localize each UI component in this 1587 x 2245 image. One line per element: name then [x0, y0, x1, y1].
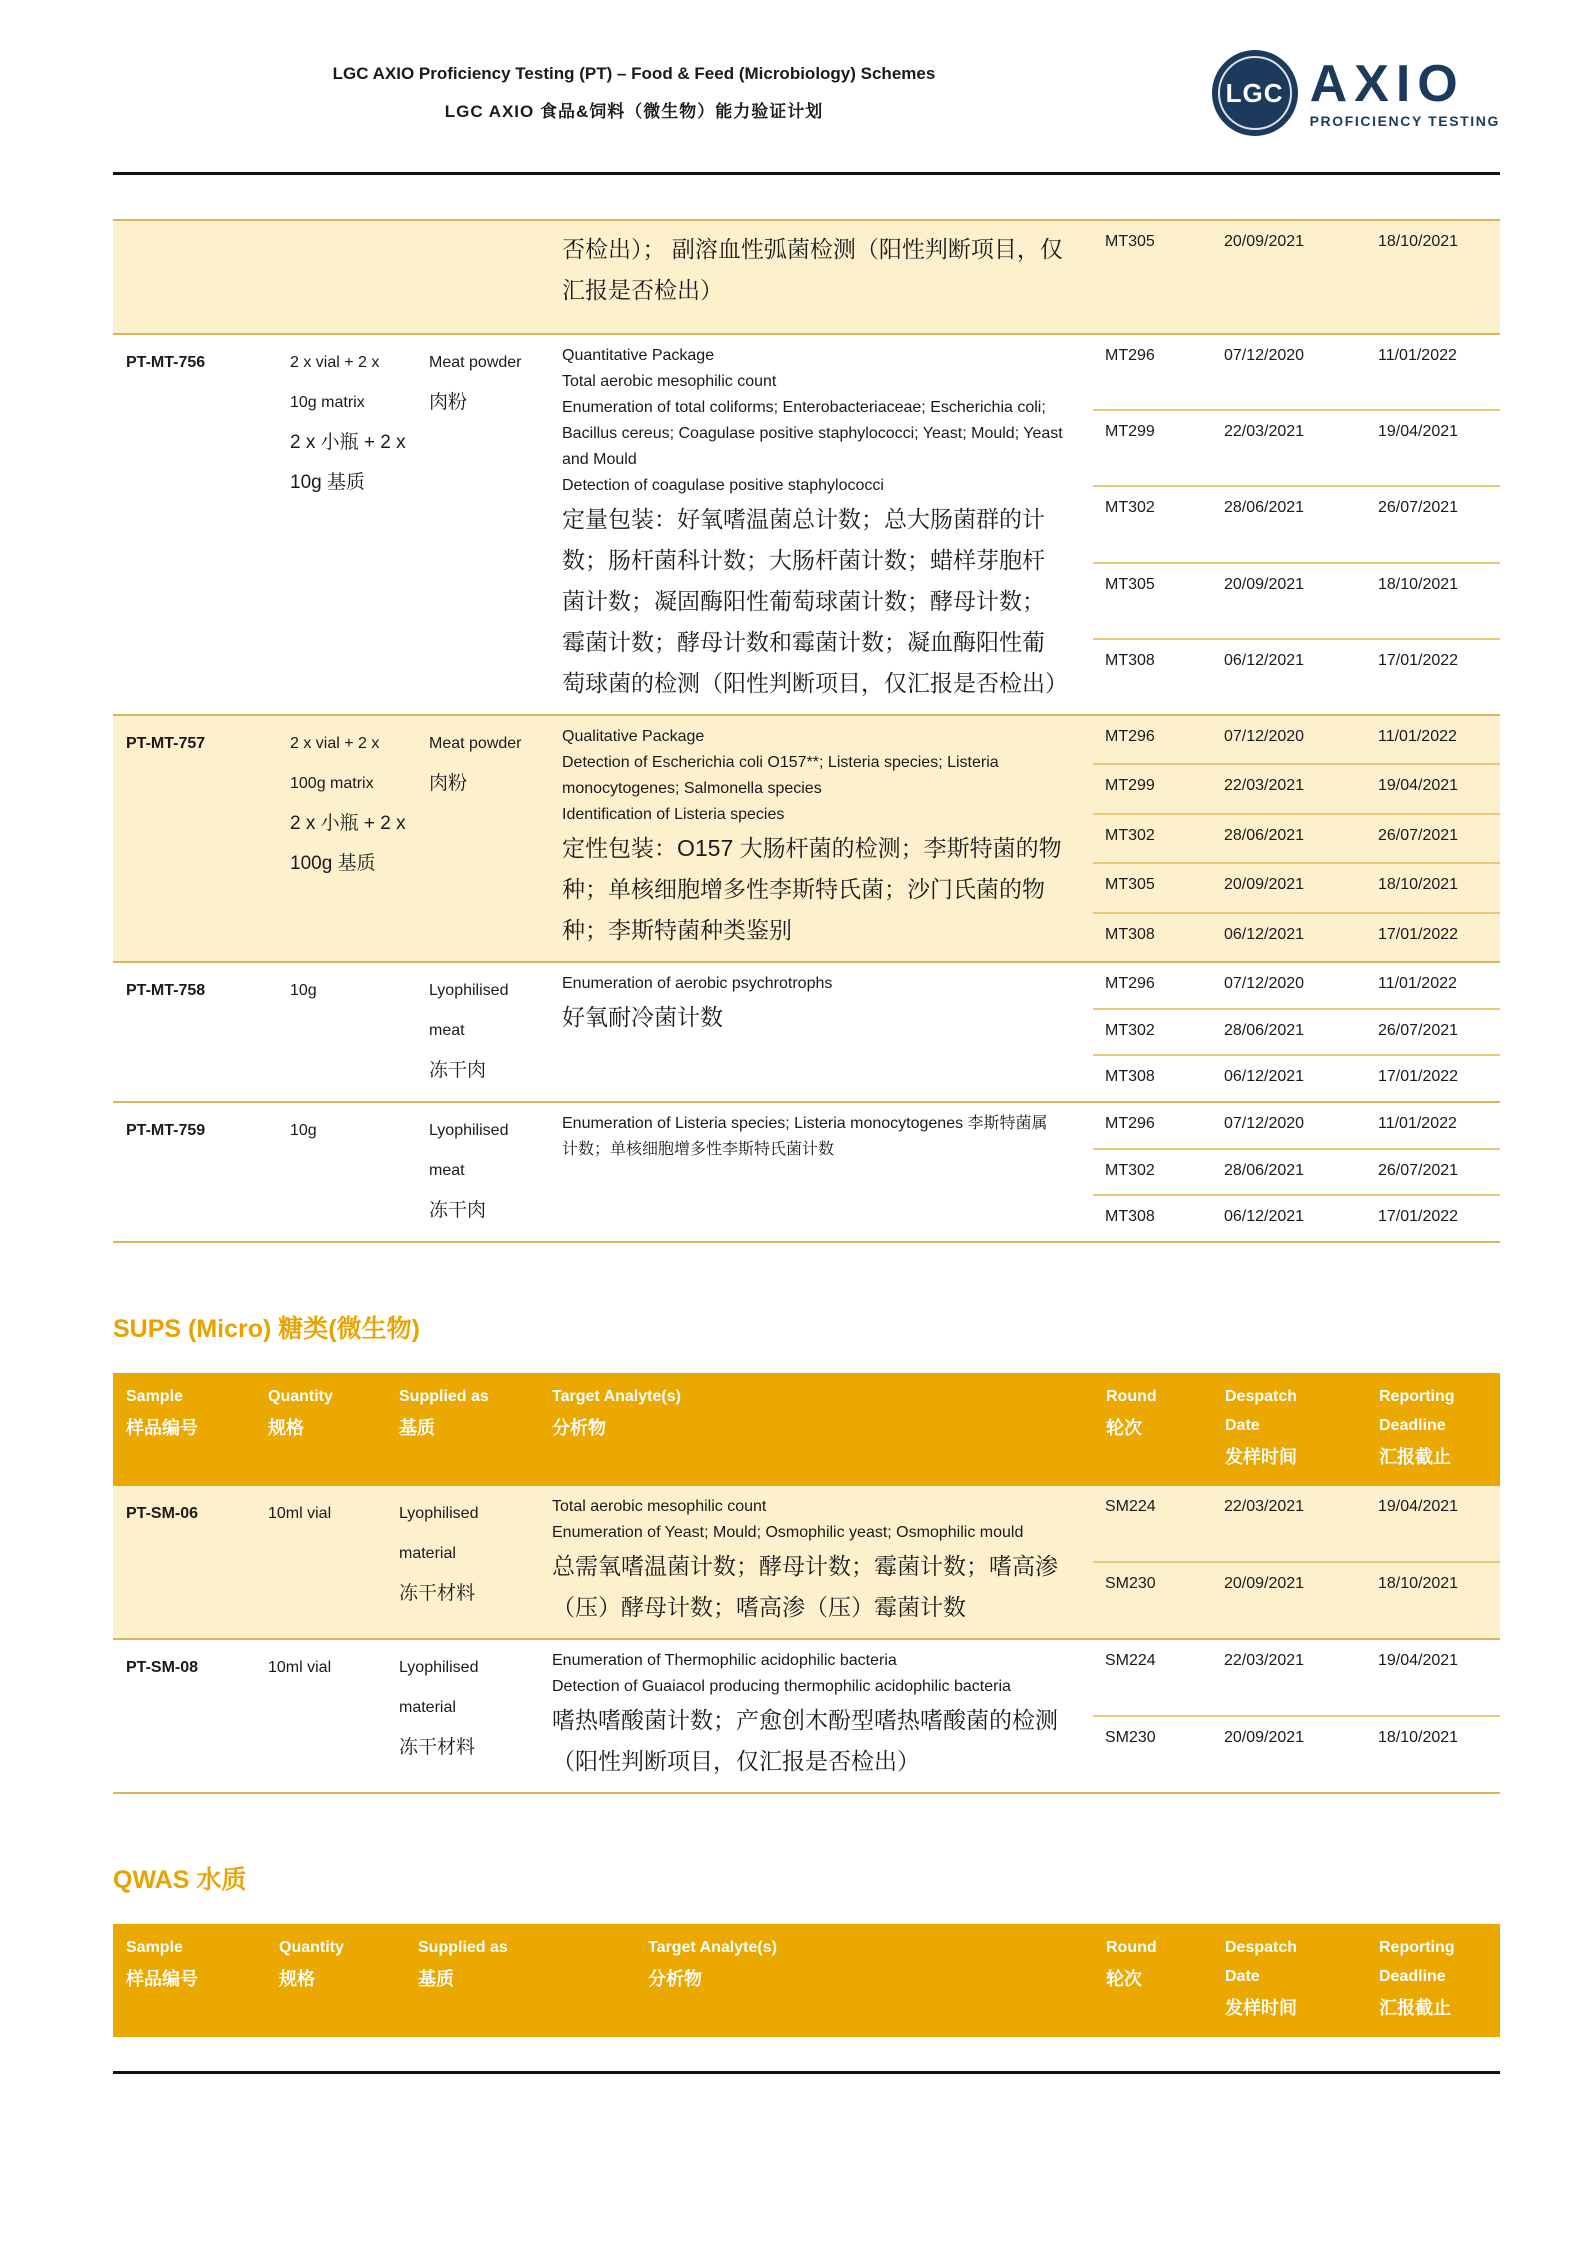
- qwas-table-header: [113, 1924, 1500, 2037]
- despatch-date: 28/06/2021: [1224, 1161, 1305, 1179]
- supplied-as-line: Lyophilised meat: [429, 1122, 509, 1179]
- despatch-date: 20/09/2021: [1224, 1575, 1305, 1592]
- round-entry: [1093, 763, 1500, 812]
- round-code: MT308: [1105, 1208, 1155, 1226]
- column-header-label-en: Sample: [126, 1388, 183, 1405]
- column-header-deadline: [1366, 1924, 1500, 2037]
- round-code: MT305: [1105, 575, 1155, 593]
- round-entry: [1093, 221, 1500, 333]
- supplied-as-line: 肉粉: [429, 773, 468, 794]
- round-code: MT302: [1105, 1161, 1155, 1179]
- rounds-cell: [1093, 221, 1500, 333]
- target-analyte-en: Enumeration of Listeria species; Listeria monocytogenes 李斯特菌属计数；单核细胞增多性李斯特氏菌计数: [562, 1115, 1048, 1158]
- column-header-supplied: [386, 1373, 539, 1486]
- supplied-as-cell: [416, 716, 549, 961]
- despatch-date: 07/12/2020: [1224, 728, 1305, 745]
- despatch-date: 20/09/2021: [1224, 1729, 1305, 1746]
- supplied-as-cell: [386, 1486, 539, 1638]
- reporting-deadline: 18/10/2021: [1378, 876, 1459, 894]
- rounds-cell: [1093, 963, 1500, 1101]
- target-analyte-zh: 定性包装：O157 大肠杆菌的检测；李斯特菌的物种；单核细胞增多性李斯特氏菌；沙门氏菌的物种；李斯特菌种类鉴别: [562, 835, 1062, 943]
- target-analytes-cell: [549, 963, 1093, 1101]
- supplied-as-line: 肉粉: [429, 392, 468, 413]
- round-entry: [1093, 1486, 1500, 1561]
- quantity-cell: [277, 716, 416, 961]
- despatch-date: 28/06/2021: [1224, 499, 1305, 517]
- target-analytes-cell: [539, 1486, 1093, 1638]
- target-analyte-zh: 总需氧嗜温菌计数；酵母计数；霉菌计数；嗜高渗（压）酵母计数；嗜高渗（压）霉菌计数: [552, 1553, 1058, 1620]
- reporting-deadline: 26/07/2021: [1378, 1021, 1459, 1039]
- round-code: SM224: [1105, 1652, 1156, 1669]
- column-header-label-zh: 基质: [399, 1418, 435, 1438]
- supplied-as-line: Meat powder: [429, 354, 522, 371]
- reporting-deadline: 18/10/2021: [1378, 1729, 1459, 1746]
- despatch-date: 22/03/2021: [1224, 1498, 1305, 1515]
- despatch-date: 22/03/2021: [1224, 777, 1305, 795]
- supplied-as-line: Lyophilised meat: [429, 982, 509, 1039]
- column-header-target: [635, 1924, 1093, 2037]
- round-entry: [1093, 716, 1500, 763]
- round-entry: [1093, 485, 1500, 561]
- target-analyte-en: Identification of Listeria species: [562, 806, 785, 823]
- reporting-deadline: 17/01/2022: [1378, 925, 1459, 943]
- supplied-as-line: Lyophilised material: [399, 1505, 479, 1562]
- quantity-line: 2 x 小瓶 + 2 x 10g 基质: [290, 432, 406, 493]
- target-analyte-en: Detection of coagulase positive staphylococci: [562, 477, 884, 494]
- quantity-cell: [277, 1103, 416, 1241]
- despatch-date: 28/06/2021: [1224, 826, 1305, 844]
- reporting-deadline: 11/01/2022: [1378, 975, 1457, 992]
- quantity-line: 10ml vial: [268, 1659, 332, 1676]
- round-code: MT305: [1105, 233, 1155, 250]
- target-analyte-zh: 嗜热嗜酸菌计数；产愈创木酚型嗜热嗜酸菌的检测（阳性判断项目，仅汇报是否检出）: [552, 1707, 1058, 1774]
- column-header-label-en: Despatch: [1225, 1939, 1298, 1956]
- column-header-label-en: Reporting: [1379, 1388, 1455, 1405]
- despatch-date: 22/03/2021: [1224, 1652, 1305, 1669]
- despatch-date: 06/12/2021: [1224, 1208, 1305, 1226]
- round-code: MT308: [1105, 925, 1155, 943]
- footer-rule: [113, 2071, 1500, 2074]
- round-code: MT302: [1105, 1021, 1155, 1039]
- quantity-line: 10g: [290, 982, 317, 999]
- quantity-line: 10ml vial: [268, 1505, 332, 1522]
- round-entry: [1093, 1008, 1500, 1055]
- despatch-date: 20/09/2021: [1224, 575, 1305, 593]
- round-code: MT296: [1105, 728, 1155, 745]
- target-analytes-cell: [549, 716, 1093, 961]
- target-analytes-cell: [539, 1640, 1093, 1792]
- column-header-label-en: Quantity: [268, 1388, 333, 1405]
- sample-id: PT-MT-758: [126, 982, 206, 999]
- column-header-label-en: Supplied as: [418, 1939, 508, 1956]
- column-header-label-zh: 基质: [418, 1969, 454, 1989]
- target-analyte-en: Detection of Guaiacol producing thermophilic acidophilic bacteria: [552, 1678, 1011, 1695]
- round-code: SM224: [1105, 1498, 1156, 1515]
- supplied-as-cell: [416, 1103, 549, 1241]
- round-code: MT308: [1105, 1068, 1155, 1086]
- supplied-as-cell: [416, 335, 549, 714]
- column-header-label-en: Date: [1225, 1968, 1260, 1985]
- round-entry: [1093, 335, 1500, 409]
- despatch-date: 07/12/2020: [1224, 975, 1305, 992]
- quantity-line: 2 x vial + 2 x 10g matrix: [290, 354, 380, 411]
- table-row-pt-sm-06: [113, 1486, 1500, 1638]
- rounds-cell: [1093, 1103, 1500, 1241]
- sample-id: [113, 221, 277, 333]
- round-code: SM230: [1105, 1729, 1156, 1746]
- quantity-cell: [277, 221, 416, 333]
- sample-id: PT-SM-08: [126, 1659, 199, 1676]
- column-header-sample: [113, 1373, 255, 1486]
- reporting-deadline: 19/04/2021: [1378, 1652, 1459, 1669]
- sample-id: PT-MT-756: [126, 354, 206, 371]
- round-entry: [1093, 1054, 1500, 1101]
- round-entry: [1093, 1640, 1500, 1715]
- column-header-label-en: Sample: [126, 1939, 183, 1956]
- supplied-as-line: 冻干材料: [399, 1737, 476, 1758]
- reporting-deadline: 17/01/2022: [1378, 1208, 1459, 1226]
- despatch-date: 07/12/2020: [1224, 1115, 1305, 1132]
- column-header-quantity: [266, 1924, 405, 2037]
- sups-table-header: [113, 1373, 1500, 1486]
- column-header-sample: [113, 1924, 266, 2037]
- reporting-deadline: 26/07/2021: [1378, 826, 1459, 844]
- target-analyte-zh: 否检出）； 副溶血性弧菌检测（阳性判断项目，仅汇报是否检出）: [562, 236, 1063, 303]
- round-entry: [1093, 638, 1500, 714]
- qwas-section-title: QWAS 水质: [113, 1866, 247, 1894]
- quantity-line: 10g: [290, 1122, 317, 1139]
- despatch-date: 20/09/2021: [1224, 876, 1305, 894]
- reporting-deadline: 19/04/2021: [1378, 1498, 1459, 1515]
- despatch-date: 20/09/2021: [1224, 233, 1305, 250]
- rounds-cell: [1093, 716, 1500, 961]
- target-analyte-en: Total aerobic mesophilic count: [552, 1498, 767, 1515]
- table-row-pt-mt-759: [113, 1101, 1500, 1241]
- mt-schemes-table: [113, 219, 1500, 1243]
- target-analytes-cell: [549, 1103, 1093, 1241]
- sups-section-title: SUPS (Micro) 糖类(微生物): [113, 1315, 420, 1343]
- round-code: SM230: [1105, 1575, 1156, 1592]
- column-header-quantity: [255, 1373, 386, 1486]
- column-header-label-zh: 样品编号: [126, 1969, 198, 1989]
- target-analyte-en: Detection of Escherichia coli O157**; Listeria species; Listeria monocytogenes; Salmonella species: [562, 754, 999, 797]
- table-row-pt-mt-756: [113, 333, 1500, 714]
- reporting-deadline: 18/10/2021: [1378, 575, 1459, 593]
- column-header-label-en: Round: [1106, 1939, 1157, 1956]
- round-entry: [1093, 813, 1500, 862]
- column-header-label-en: Target Analyte(s): [552, 1388, 681, 1405]
- round-entry: [1093, 963, 1500, 1008]
- lgc-axio-logo: [1155, 50, 1500, 136]
- axio-logo-text-block: [1309, 54, 1500, 129]
- column-header-label-zh: 发样时间: [1225, 1447, 1297, 1467]
- rounds-cell: [1093, 335, 1500, 714]
- round-entry: [1093, 1715, 1500, 1792]
- column-header-label-zh: 发样时间: [1225, 1998, 1297, 2018]
- reporting-deadline: 19/04/2021: [1378, 423, 1459, 441]
- column-header-round: [1093, 1924, 1212, 2037]
- round-entry: [1093, 1561, 1500, 1638]
- round-code: MT308: [1105, 651, 1155, 669]
- page-header: [113, 0, 1500, 172]
- reporting-deadline: 19/04/2021: [1378, 777, 1459, 795]
- supplied-as-cell: [416, 963, 549, 1101]
- column-header-deadline: [1366, 1373, 1500, 1486]
- round-entry: [1093, 1148, 1500, 1195]
- supplied-as-cell: [386, 1640, 539, 1792]
- document-title-en: LGC AXIO Proficiency Testing (PT) – Food & Feed (Microbiology) Schemes: [332, 64, 936, 83]
- round-entry: [1093, 409, 1500, 485]
- round-entry: [1093, 1103, 1500, 1148]
- axio-tagline: PROFICIENCY TESTING: [1309, 112, 1500, 129]
- column-header-label-en: Supplied as: [399, 1388, 489, 1405]
- target-analyte-en: Quantitative Package: [562, 347, 715, 364]
- round-code: MT296: [1105, 975, 1155, 992]
- target-analyte-en: Enumeration of Yeast; Mould; Osmophilic yeast; Osmophilic mould: [552, 1524, 1024, 1541]
- reporting-deadline: 18/10/2021: [1378, 1575, 1459, 1592]
- column-header-label-en: Target Analyte(s): [648, 1939, 777, 1956]
- column-header-label-zh: 样品编号: [126, 1418, 198, 1438]
- document-title-zh: LGC AXIO 食品&饲料（微生物）能力验证计划: [444, 102, 824, 121]
- target-analyte-zh: 定量包装：好氧嗜温菌总计数；总大肠菌群的计数；肠杆菌科计数；大肠杆菌计数；蜡样芽胞杆菌计数；凝固酶阳性葡萄球菌计数；酵母计数；霉菌计数；酵母计数和霉菌计数；凝血酶阳性葡萄球菌的检测（阳性判断项目，仅汇报是否检出）: [562, 506, 1068, 696]
- table-row-continued: [113, 221, 1500, 333]
- column-header-label-en: Deadline: [1379, 1417, 1446, 1434]
- column-header-label-zh: 汇报截止: [1379, 1998, 1451, 2018]
- quantity-cell: [277, 963, 416, 1101]
- rounds-cell: [1093, 1640, 1500, 1792]
- column-header-label-zh: 分析物: [552, 1418, 606, 1438]
- column-header-label-zh: 汇报截止: [1379, 1447, 1451, 1467]
- reporting-deadline: 11/01/2022: [1378, 1115, 1457, 1132]
- round-entry: [1093, 912, 1500, 961]
- reporting-deadline: 11/01/2022: [1378, 728, 1457, 745]
- supplied-as-line: Meat powder: [429, 735, 522, 752]
- despatch-date: 06/12/2021: [1224, 925, 1305, 943]
- reporting-deadline: 11/01/2022: [1378, 347, 1457, 364]
- despatch-date: 28/06/2021: [1224, 1021, 1305, 1039]
- despatch-date: 22/03/2021: [1224, 423, 1305, 441]
- column-header-target: [539, 1373, 1093, 1486]
- despatch-date: 06/12/2021: [1224, 651, 1305, 669]
- header-rule: [113, 172, 1500, 175]
- sample-id: PT-MT-757: [126, 735, 206, 752]
- table-row-pt-sm-08: [113, 1638, 1500, 1792]
- column-header-label-en: Round: [1106, 1388, 1157, 1405]
- round-entry: [1093, 1194, 1500, 1241]
- column-header-label-en: Date: [1225, 1417, 1260, 1434]
- rounds-cell: [1093, 1486, 1500, 1638]
- axio-wordmark: AXIO: [1309, 54, 1465, 113]
- column-header-despatch: [1212, 1924, 1366, 2037]
- reporting-deadline: 26/07/2021: [1378, 499, 1459, 517]
- sample-id: PT-SM-06: [126, 1505, 199, 1522]
- despatch-date: 06/12/2021: [1224, 1068, 1305, 1086]
- round-entry: [1093, 562, 1500, 638]
- column-header-label-zh: 轮次: [1106, 1969, 1142, 1989]
- round-code: MT299: [1105, 777, 1155, 795]
- reporting-deadline: 18/10/2021: [1378, 233, 1459, 250]
- round-entry: [1093, 862, 1500, 911]
- round-code: MT302: [1105, 826, 1155, 844]
- target-analytes-cell: [549, 335, 1093, 714]
- quantity-cell: [277, 335, 416, 714]
- supplied-as-cell: [416, 221, 549, 333]
- reporting-deadline: 26/07/2021: [1378, 1161, 1459, 1179]
- target-analyte-en: Enumeration of Thermophilic acidophilic bacteria: [552, 1652, 897, 1669]
- sample-id: PT-MT-759: [126, 1122, 206, 1139]
- target-analyte-zh: 好氧耐冷菌计数: [562, 1004, 723, 1030]
- quantity-line: 2 x 小瓶 + 2 x 100g 基质: [290, 813, 406, 874]
- column-header-label-zh: 分析物: [648, 1969, 702, 1989]
- despatch-date: 07/12/2020: [1224, 347, 1305, 364]
- supplied-as-line: 冻干肉: [429, 1200, 487, 1221]
- quantity-cell: [255, 1640, 386, 1792]
- lgc-logo-circle-icon: [1212, 50, 1298, 136]
- target-analytes-cell: [549, 221, 1093, 333]
- target-analyte-en: Enumeration of aerobic psychrotrophs: [562, 975, 833, 992]
- column-header-label-en: Despatch: [1225, 1388, 1298, 1405]
- round-code: MT305: [1105, 876, 1155, 894]
- table-row-pt-mt-757: [113, 714, 1500, 961]
- document-title-block: [113, 55, 1155, 131]
- reporting-deadline: 17/01/2022: [1378, 651, 1459, 669]
- table-row-pt-mt-758: [113, 961, 1500, 1101]
- column-header-label-en: Reporting: [1379, 1939, 1455, 1956]
- column-header-label-zh: 轮次: [1106, 1418, 1142, 1438]
- round-code: MT302: [1105, 499, 1155, 517]
- target-analyte-en: Qualitative Package: [562, 728, 705, 745]
- reporting-deadline: 17/01/2022: [1378, 1068, 1459, 1086]
- supplied-as-line: Lyophilised material: [399, 1659, 479, 1716]
- column-header-label-zh: 规格: [268, 1418, 304, 1438]
- quantity-line: 2 x vial + 2 x 100g matrix: [290, 735, 380, 792]
- target-analyte-en: Enumeration of total coliforms; Enterobacteriaceae; Escherichia coli; Bacillus cereus; Coagulase positive staphylococci; Yeast; Mould; Yeast and Mould: [562, 399, 1063, 468]
- target-analyte-en: Total aerobic mesophilic count: [562, 373, 777, 390]
- round-code: MT296: [1105, 1115, 1155, 1132]
- column-header-label-en: Quantity: [279, 1939, 344, 1956]
- round-code: MT299: [1105, 423, 1155, 441]
- column-header-round: [1093, 1373, 1212, 1486]
- sups-table: [113, 1486, 1500, 1794]
- column-header-despatch: [1212, 1373, 1366, 1486]
- round-code: MT296: [1105, 347, 1155, 364]
- column-header-label-zh: 规格: [279, 1969, 315, 1989]
- column-header-label-en: Deadline: [1379, 1968, 1446, 1985]
- supplied-as-line: 冻干材料: [399, 1583, 476, 1604]
- lgc-logo-text: LGC: [1225, 77, 1284, 108]
- column-header-supplied: [405, 1924, 635, 2037]
- quantity-cell: [255, 1486, 386, 1638]
- supplied-as-line: 冻干肉: [429, 1060, 487, 1081]
